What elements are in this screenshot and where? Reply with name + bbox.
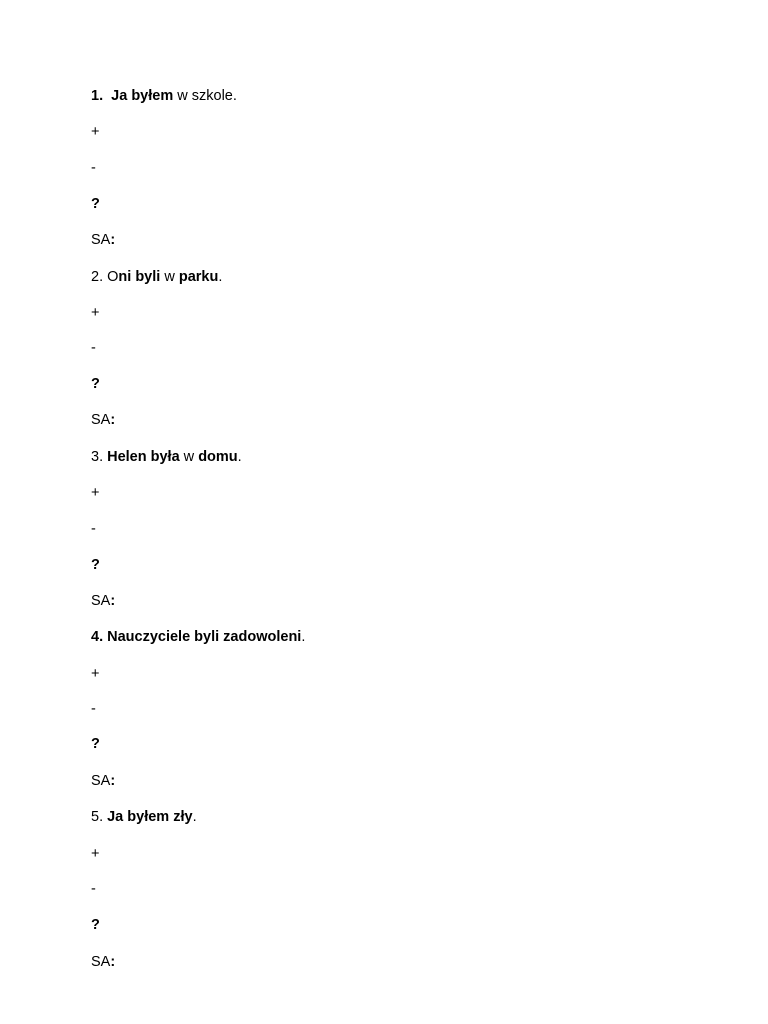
- negative-marker: -: [91, 701, 96, 717]
- affirmative-marker: +: [91, 666, 100, 682]
- exercise-number: 4.: [91, 629, 104, 645]
- exercise-number: 3.: [91, 449, 104, 465]
- sentence-part: .: [192, 809, 197, 825]
- short-answer-label: [91, 410, 115, 430]
- affirmative-marker: +: [91, 305, 100, 321]
- sentence-part: .: [237, 449, 242, 465]
- question-marker: ?: [91, 557, 100, 573]
- exercise-number: 5.: [91, 809, 104, 825]
- exercise-1-sentence: [91, 86, 237, 106]
- sentence-part: w: [160, 269, 179, 285]
- sentence-part: .: [218, 269, 223, 285]
- sa-colon: :: [110, 412, 116, 428]
- short-answer-label: [91, 771, 115, 791]
- question-marker: ?: [91, 917, 100, 933]
- sentence-part: w: [173, 88, 192, 104]
- sentence-part: parku: [178, 269, 219, 285]
- affirmative-marker: +: [91, 485, 100, 501]
- sentence-part: Helen była: [103, 449, 180, 465]
- exercise-5-sentence: [91, 807, 197, 827]
- negative-marker: -: [91, 160, 96, 176]
- sa-text: SA: [91, 773, 111, 789]
- question-marker: ?: [91, 736, 100, 752]
- negative-marker: -: [91, 881, 96, 897]
- sa-colon: :: [110, 773, 116, 789]
- exercise-4-sentence: [91, 627, 305, 647]
- sa-text: SA: [91, 232, 111, 248]
- sentence-part: szkole: [191, 88, 233, 104]
- sa-text: SA: [91, 593, 111, 609]
- exercise-2-sentence: [91, 267, 222, 287]
- sa-colon: :: [110, 593, 116, 609]
- sa-colon: :: [110, 232, 116, 248]
- sentence-part: domu: [198, 449, 238, 465]
- affirmative-marker: +: [91, 846, 100, 862]
- sentence-part: Ja byłem zły: [103, 809, 193, 825]
- short-answer-label: [91, 591, 115, 611]
- affirmative-marker: +: [91, 124, 100, 140]
- exercise-3-sentence: [91, 447, 242, 467]
- sa-text: SA: [91, 954, 111, 970]
- exercise-number: 2.: [91, 269, 104, 285]
- short-answer-label: [91, 230, 115, 250]
- sentence-part: O: [103, 269, 119, 285]
- sentence-part: ni byli: [118, 269, 161, 285]
- negative-marker: -: [91, 340, 96, 356]
- sentence-part: .: [232, 88, 237, 104]
- question-marker: ?: [91, 196, 100, 212]
- sa-colon: :: [110, 954, 116, 970]
- sa-text: SA: [91, 412, 111, 428]
- sentence-part: .: [301, 629, 306, 645]
- sentence-part: zadowoleni: [219, 629, 302, 645]
- sentence-part: w: [179, 449, 199, 465]
- sentence-part: Nauczyciele byli: [103, 629, 220, 645]
- negative-marker: -: [91, 521, 96, 537]
- short-answer-label: [91, 952, 115, 972]
- exercise-number: 1.: [91, 88, 104, 104]
- sentence-part: Ja byłem: [111, 88, 174, 104]
- question-marker: ?: [91, 376, 100, 392]
